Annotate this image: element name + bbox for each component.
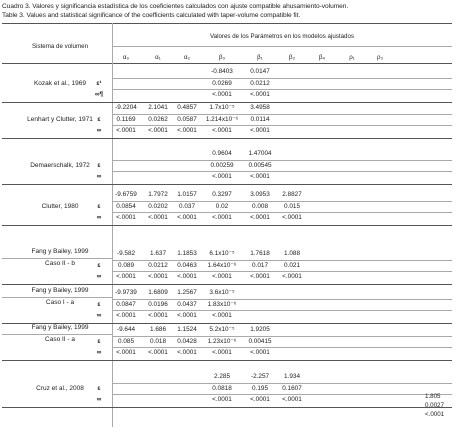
statistic-symbol: ∞ bbox=[96, 214, 102, 221]
parameters-group-header: Valores de los Parámetros en los modelos ajustados bbox=[210, 33, 354, 40]
table-cell: 0.00259 bbox=[210, 161, 234, 169]
table-cell: 0.018 bbox=[150, 337, 166, 345]
table-cell: -9.9739 bbox=[115, 289, 137, 296]
table-cell: <.0001 bbox=[282, 214, 302, 221]
table-cell: 0.017 bbox=[252, 261, 268, 269]
table-cell: 0.0262 bbox=[148, 115, 168, 123]
table-cell: 0.0196 bbox=[148, 300, 168, 308]
table-cell: 0.0463 bbox=[177, 261, 197, 269]
statistic-symbol: ε bbox=[97, 161, 101, 169]
table-cell: 0.0587 bbox=[177, 115, 197, 123]
table-cell: 0.195 bbox=[252, 384, 268, 392]
row-rule bbox=[112, 383, 452, 384]
table-cell: 0.0212 bbox=[250, 79, 270, 87]
subcase-rule bbox=[2, 334, 112, 335]
subcase-rule bbox=[2, 258, 112, 259]
section-name: Demaerschalk, 1972 bbox=[30, 161, 90, 169]
table-cell: -9.2204 bbox=[115, 104, 137, 111]
table-cell: 1.64x10⁻⁶ bbox=[207, 261, 237, 269]
table-cell: 1.214x10⁻⁶ bbox=[205, 115, 239, 123]
table-cell: -9.6759 bbox=[115, 191, 137, 198]
table-cell: 0.089 bbox=[118, 261, 134, 269]
column-header-5: β₂ bbox=[289, 54, 295, 61]
section-subcase: Caso I - a bbox=[45, 299, 75, 306]
table-cell: <.0001 bbox=[116, 214, 136, 221]
table-cell: -9.644 bbox=[116, 326, 136, 333]
table-cell: <.0001 bbox=[177, 273, 197, 280]
table-cell: 0.0847 bbox=[116, 300, 136, 308]
table-cell: 1.686 bbox=[150, 326, 166, 333]
table-cell: <.0001 bbox=[116, 312, 136, 319]
edge-value: 1.805 bbox=[425, 393, 441, 400]
section-subcase: Caso II - a bbox=[45, 336, 75, 343]
table-cell: 0.00415 bbox=[248, 337, 272, 345]
row-rule bbox=[112, 160, 452, 161]
table-cell: <.0001 bbox=[177, 349, 197, 356]
table-cell: 1.2567 bbox=[177, 289, 197, 296]
table-cell: 3.6x10⁻⁵ bbox=[209, 289, 235, 296]
table-cell: 6.1x10⁻⁵ bbox=[209, 250, 235, 257]
table-cell: 1.637 bbox=[150, 250, 166, 257]
column-header-2: α₂ bbox=[184, 54, 190, 61]
table-cell: 0.0428 bbox=[177, 337, 197, 345]
caption-english: Table 3. Values and statistical significance of the coefficients calculated with taper-volume compatible fit. bbox=[2, 12, 301, 19]
table-cell: <.0001 bbox=[250, 173, 270, 180]
row-rule bbox=[112, 125, 452, 126]
statistic-symbol: ε bbox=[97, 300, 101, 308]
column-header-0: α₀ bbox=[122, 54, 130, 61]
table-cell: 2.285 bbox=[214, 373, 230, 380]
statistic-symbol: ε bbox=[97, 261, 101, 269]
table-cell: <.0001 bbox=[148, 273, 168, 280]
row-rule bbox=[112, 212, 452, 213]
table-cell: <.0001 bbox=[177, 127, 197, 134]
section-rule bbox=[2, 184, 452, 185]
row-rule bbox=[112, 394, 452, 395]
table-cell: 0.3297 bbox=[212, 191, 232, 198]
section-name: Fang y Bailey, 1999 bbox=[31, 248, 89, 255]
row-rule bbox=[112, 310, 452, 311]
row-rule bbox=[112, 271, 452, 272]
column-header-1: α₁ bbox=[155, 54, 161, 61]
table-cell: 2.8827 bbox=[282, 191, 302, 198]
row-rule bbox=[112, 336, 452, 337]
table-cell: 1.9205 bbox=[250, 326, 270, 333]
table-cell: 0.02 bbox=[215, 202, 229, 210]
table-cell: 1.7x10⁻⁵ bbox=[209, 104, 235, 111]
section-name: Cruz et al., 2008 bbox=[36, 384, 84, 392]
statistic-symbol: ∞ bbox=[96, 173, 102, 180]
statistic-symbol: ∞ bbox=[96, 349, 102, 356]
table-cell: 0.0269 bbox=[212, 79, 232, 87]
group-header-rule bbox=[112, 46, 452, 47]
section-rule bbox=[2, 407, 452, 408]
statistic-symbol: ∞ bbox=[96, 312, 102, 319]
statistic-symbol: ε¹ bbox=[96, 79, 102, 87]
row-rule bbox=[112, 299, 452, 300]
statistic-symbol: ∞ bbox=[96, 127, 102, 134]
table-cell: 1.83x10⁻⁶ bbox=[207, 300, 237, 308]
table-cell: <.0001 bbox=[148, 127, 168, 134]
table-cell: 0.085 bbox=[118, 337, 134, 345]
table-cell: <.0001 bbox=[250, 127, 270, 134]
table-cell: -9.582 bbox=[116, 250, 136, 257]
column-header-7: ρ₁ bbox=[349, 54, 355, 61]
table-cell: <.0001 bbox=[282, 273, 302, 280]
table-cell: 1.47004 bbox=[248, 150, 272, 157]
section-rule bbox=[2, 102, 452, 103]
table-cell: 5.2x10⁻⁵ bbox=[209, 326, 235, 333]
column-header-8: ρ₃ bbox=[376, 54, 384, 61]
table-cell: 0.0212 bbox=[148, 261, 168, 269]
table-cell: <.0001 bbox=[212, 127, 232, 134]
row-label-header: Sistema de volumen bbox=[31, 43, 89, 50]
table-cell: <.0001 bbox=[177, 312, 197, 319]
section-name: Clutter, 1980 bbox=[41, 202, 79, 210]
table-cell: 3.4958 bbox=[250, 104, 270, 111]
table-cell: 1.934 bbox=[284, 373, 300, 380]
edge-value: <.0001 bbox=[425, 411, 445, 418]
table-cell: <.0001 bbox=[212, 312, 232, 319]
table-cell: 1.1524 bbox=[177, 326, 197, 333]
section-rule bbox=[2, 284, 452, 285]
column-header-6: β₄ bbox=[318, 54, 326, 61]
table-cell: 0.021 bbox=[284, 261, 300, 269]
table-cell: <.0001 bbox=[148, 349, 168, 356]
section-name: Lenhart y Clutter, 1971 bbox=[27, 115, 93, 123]
row-rule bbox=[112, 347, 452, 348]
table-cell: <.0001 bbox=[148, 214, 168, 221]
table-cell: 1.6809 bbox=[148, 289, 168, 296]
table-cell: <.0001 bbox=[116, 273, 136, 280]
table-cell: 0.015 bbox=[284, 202, 300, 210]
column-header-4: β₁ bbox=[257, 54, 263, 61]
table-cell: 1.0157 bbox=[177, 191, 197, 198]
section-name: Kozak et al., 1969 bbox=[33, 79, 87, 87]
table-cell: 0.9604 bbox=[212, 150, 232, 157]
section-subcase: Caso II - b bbox=[45, 260, 75, 267]
table-cell: <.0001 bbox=[212, 396, 232, 403]
table-cell: 3.0953 bbox=[250, 191, 270, 198]
table-cell: 0.0854 bbox=[116, 202, 136, 210]
statistic-symbol: ε bbox=[97, 202, 101, 210]
row-rule bbox=[112, 260, 452, 261]
table-cell: 2.1041 bbox=[148, 104, 168, 111]
row-rule bbox=[112, 78, 452, 79]
table-cell: <.0001 bbox=[250, 91, 270, 98]
row-rule bbox=[112, 171, 452, 172]
table-cell: -0.8403 bbox=[211, 68, 233, 75]
table-top-rule bbox=[2, 23, 452, 24]
table-cell: -2.257 bbox=[250, 373, 270, 380]
table-cell: <.0001 bbox=[212, 349, 232, 356]
table-cell: <.0001 bbox=[177, 214, 197, 221]
table-cell: 1.23x10⁻⁶ bbox=[207, 337, 237, 345]
caption-spanish: Cuadro 3. Valores y significancia estadística de los coeficientes calculados con ajuste compatible ahusamiento-volumen. bbox=[2, 3, 349, 10]
table-cell: <.0001 bbox=[212, 91, 232, 98]
row-rule bbox=[112, 89, 452, 90]
table-cell: <.0001 bbox=[282, 396, 302, 403]
table-cell: 1.088 bbox=[284, 250, 300, 257]
table-cell: 0.0147 bbox=[250, 68, 270, 75]
table-cell: 0.037 bbox=[179, 202, 195, 210]
table-cell: <.0001 bbox=[212, 214, 232, 221]
table-cell: <.0001 bbox=[250, 214, 270, 221]
table-cell: 1.1853 bbox=[177, 250, 197, 257]
table-cell: <.0001 bbox=[250, 273, 270, 280]
statistic-symbol: ε bbox=[97, 115, 101, 123]
table-cell: 0.0437 bbox=[177, 300, 197, 308]
section-rule bbox=[2, 225, 452, 226]
table-cell: <.0001 bbox=[250, 349, 270, 356]
statistic-symbol: ε bbox=[97, 337, 101, 345]
section-rule bbox=[2, 360, 452, 361]
table-cell: 0.0818 bbox=[212, 384, 232, 392]
table-cell: 0.0114 bbox=[250, 115, 270, 123]
table-cell: <.0001 bbox=[116, 127, 136, 134]
table-cell: <.0001 bbox=[116, 349, 136, 356]
statistic-symbol: ∞ bbox=[96, 396, 102, 403]
table-cell: <.0001 bbox=[212, 273, 232, 280]
edge-value: 0.0027 bbox=[425, 402, 444, 409]
table-cell: 0.1607 bbox=[282, 384, 302, 392]
table-cell: 0.1169 bbox=[116, 115, 136, 123]
section-name: Fang y Bailey, 1999 bbox=[31, 324, 89, 331]
column-header-3: β₃ bbox=[218, 54, 226, 61]
statistic-symbol: ∞ bbox=[96, 273, 102, 280]
table-cell: <.0001 bbox=[212, 173, 232, 180]
table-cell: 0.00545 bbox=[248, 161, 272, 169]
row-rule bbox=[112, 201, 452, 202]
table-cell: 0.008 bbox=[252, 202, 268, 210]
table-cell: 1.7618 bbox=[250, 250, 270, 257]
table-cell: 1.7972 bbox=[148, 191, 168, 198]
subcase-rule bbox=[2, 297, 112, 298]
header-bottom-rule bbox=[2, 63, 452, 64]
statistic-symbol: ε bbox=[97, 384, 101, 392]
table-cell: 0.0202 bbox=[148, 202, 168, 210]
table-cell: 0.4857 bbox=[177, 104, 197, 111]
section-rule bbox=[2, 138, 452, 139]
statistic-symbol: ∞¶ bbox=[94, 91, 104, 98]
table-cell: <.0001 bbox=[148, 312, 168, 319]
row-rule bbox=[112, 114, 452, 115]
section-name: Fang y Bailey, 1999 bbox=[31, 287, 89, 294]
table-cell: <.0001 bbox=[250, 396, 270, 403]
